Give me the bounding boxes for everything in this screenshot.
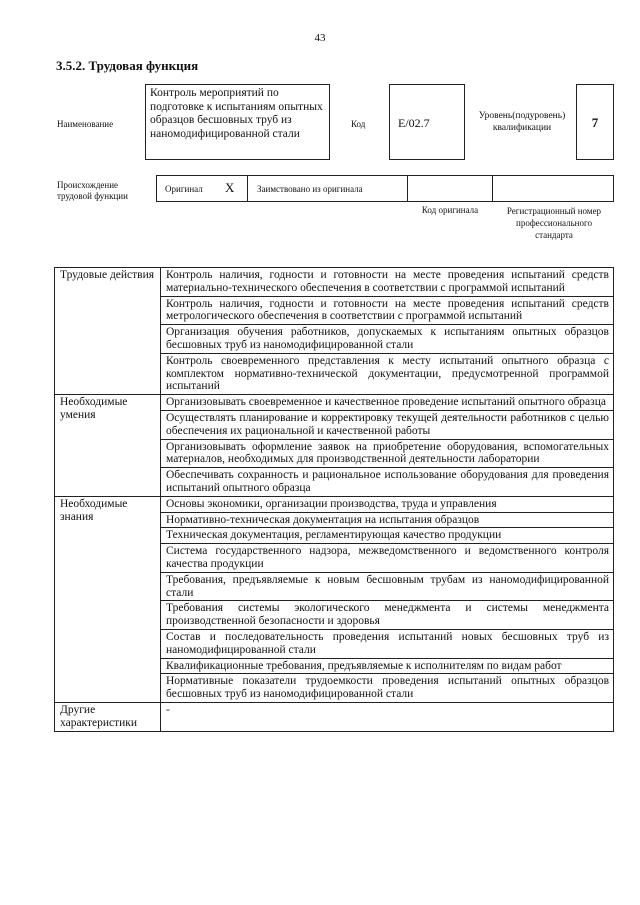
item-cell: Контроль наличия, годности и готовности на месте проведения испытаний средств материально-технического обеспечения в соответствии с программой испытаний <box>161 268 614 297</box>
code-original-label: Код оригинала <box>421 205 479 215</box>
item-cell: Организация обучения работников, допускаемых к испытаниям опытных образцов бесшовных труб из наномодифицированной стали <box>161 325 614 354</box>
category-cell: Другие характеристики <box>55 702 161 731</box>
labor-function-table-body <box>55 268 614 732</box>
item-cell: Нормативные показатели трудоемкости проведения испытаний опытных образцов бесшовных труб из наномодифицированной стали <box>161 674 614 703</box>
labor-function-table <box>54 267 614 732</box>
item-cell: - <box>161 702 614 731</box>
item-cell: Система государственного надзора, межведомственного и ведомственного контроля качества продукции <box>161 544 614 573</box>
function-name-box: Контроль мероприятий по подготовке к испытаниям опытных образцов бесшовных труб из наномодифицированной стали <box>145 84 330 160</box>
table-row <box>55 268 614 297</box>
item-cell: Контроль своевременного представления к месту испытаний опытного образца с комплектом нормативно-технической документации, предусмотренной программой испытаний <box>161 353 614 394</box>
origin-divider-2 <box>407 176 408 201</box>
section-heading: 3.5.2. Трудовая функция <box>56 58 199 73</box>
item-cell: Осуществлять планирование и корректировку текущей деятельности работников с целью обеспечения их рациональной и качественной работы <box>161 410 614 439</box>
origin-original-label: Оригинал <box>165 184 203 194</box>
registration-number-label: Регистрационный номер профессионального стандарта <box>506 206 602 240</box>
item-cell: Организовывать своевременное и качественное проведение испытаний опытного образца <box>161 395 614 411</box>
qualification-level-box: 7 <box>576 84 614 160</box>
item-cell: Требования системы экологического менеджмента и системы менеджмента производственной безопасности и здоровья <box>161 601 614 630</box>
item-cell: Основы экономики, организации производства, труда и управления <box>161 496 614 512</box>
origin-divider-3 <box>492 176 493 201</box>
item-cell: Обеспечивать сохранность и рациональное использование оборудования для проведения испытаний опытного образца <box>161 468 614 497</box>
origin-original-mark: X <box>225 180 235 195</box>
function-code-box: E/02.7 <box>389 84 465 160</box>
item-cell: Квалификационные требования, предъявляемые к исполнителям по видам работ <box>161 658 614 674</box>
category-cell: Трудовые действия <box>55 268 161 395</box>
category-cell: Необходимые умения <box>55 395 161 497</box>
item-cell: Состав и последовательность проведения испытаний новых бесшовных труб из наномодифицированной стали <box>161 629 614 658</box>
name-label: Наименование <box>57 119 114 129</box>
item-cell: Техническая документация, регламентирующая качество продукции <box>161 528 614 544</box>
origin-label: Происхождение трудовой функции <box>57 180 128 201</box>
code-label: Код <box>351 119 366 129</box>
item-cell: Требования, предъявляемые к новым бесшовным трубам из наномодифицированной стали <box>161 572 614 601</box>
page-number: 43 <box>314 32 326 44</box>
qualification-level-label: Уровень(подуровень) квалификации <box>478 111 566 133</box>
table-row <box>55 702 614 731</box>
table-row <box>55 496 614 512</box>
item-cell: Организовывать оформление заявок на приобретение оборудования, вспомогательных материалов, необходимых для производственной деятельности лаборатории <box>161 439 614 468</box>
origin-divider-1 <box>247 176 248 201</box>
table-row <box>55 395 614 411</box>
item-cell: Контроль наличия, годности и готовности на месте проведения испытаний средств метрологического обеспечения в соответствии с программой испытаний <box>161 296 614 325</box>
category-cell: Необходимые знания <box>55 496 161 702</box>
item-cell: Нормативно-техническая документация на испытания образцов <box>161 512 614 528</box>
origin-borrowed-label: Заимствовано из оригинала <box>257 184 363 194</box>
